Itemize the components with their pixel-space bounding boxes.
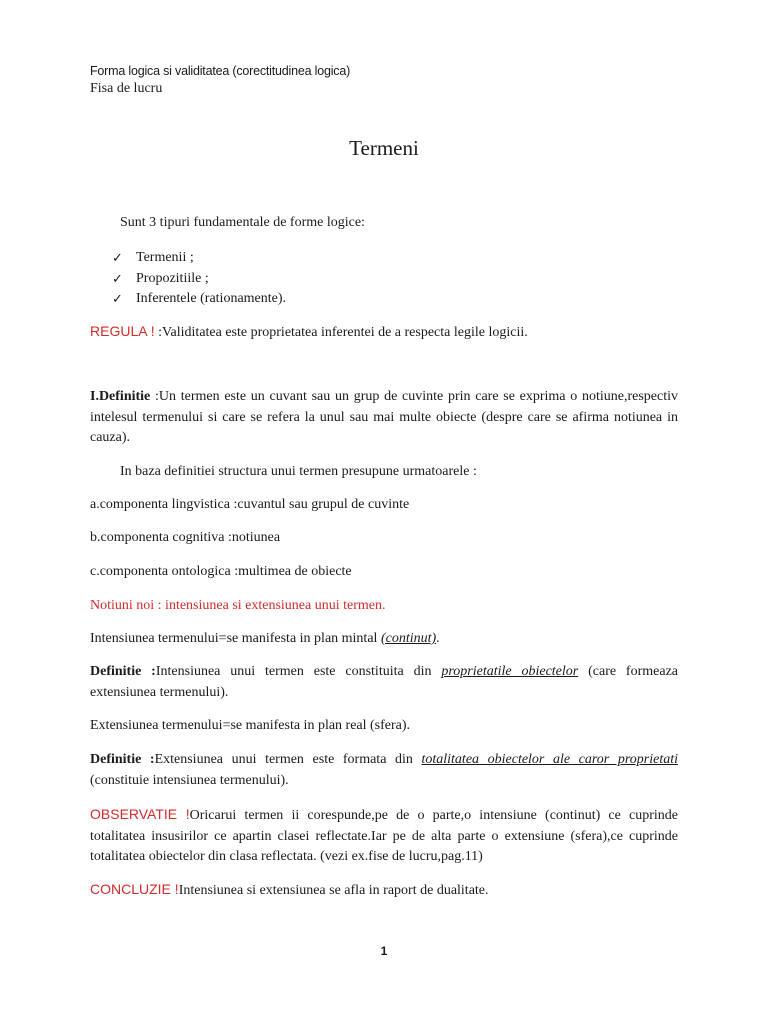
checkmark-icon: ✓ — [112, 270, 123, 286]
concluzie-text: Intensiunea si extensiunea se afla in raport de dualitate. — [178, 883, 489, 898]
regula-label: REGULA ! — [90, 323, 155, 339]
definitie-label: Definitie : — [90, 664, 156, 679]
definitie-intensiune-emphasis: proprietatile obiectelor — [441, 664, 579, 679]
concluzie-label: CONCLUZIE ! — [90, 881, 179, 897]
document-header-subject: Forma logica si validitatea (corectitudinea logica) — [90, 64, 351, 78]
componenta-cognitiva: b.componenta cognitiva :notiunea — [90, 530, 281, 545]
definitie-extensiune-emphasis: totalitatea obiectelor ale caror proprietati — [421, 752, 678, 767]
intensiune-paragraph — [90, 629, 678, 650]
concluzie-paragraph — [90, 879, 678, 902]
definitie-intensiune-end: (care formeaza extensiunea termenului). — [90, 664, 679, 700]
list-item — [112, 289, 286, 310]
list-item-label: Inferentele (rationamente). — [136, 291, 287, 306]
page-title: Termeni — [349, 136, 419, 160]
structura-paragraph: In baza definitiei structura unui termen presupune urmatoarele : — [120, 464, 477, 479]
list-item-label: Propozitiile ; — [136, 270, 209, 286]
intensiune-emphasis: (continut) — [380, 631, 437, 646]
componenta-ontologica: c.componenta ontologica :multimea de obiecte — [90, 564, 352, 579]
checkmark-icon: ✓ — [112, 291, 123, 306]
notiuni-noi-paragraph: Notiuni noi : intensiunea si extensiunea unui termen. — [90, 598, 386, 613]
definitie-extensiune-paragraph — [90, 750, 678, 791]
list-item — [112, 248, 286, 269]
extensiune-paragraph: Extensiunea termenului=se manifesta in plan real (sfera). — [90, 718, 411, 733]
regula-paragraph — [90, 321, 678, 344]
observatie-text: Oricarui termen ii corespunde,pe de o parte,o intensiune (continut) ce cuprinde totalitatea insusirilor ce apartin clasei reflectate.Iar pe de alta parte o extensiune (sfera),ce cuprinde totalitatea obiectelor din clasa reflectata. (vezi ex.fise de lucru,pag.11) — [90, 808, 679, 864]
definitie-text: :Un termen este un cuvant sau un grup de cuvinte prin care se exprima o notiune,respectiv intelesul termenului si care se refera la unul sau mai multe obiecte (despre care se afirma notiunea in cauza). — [90, 389, 678, 445]
checkmark-icon: ✓ — [112, 250, 123, 265]
intro-paragraph: Sunt 3 tipuri fundamentale de forme logice: — [120, 215, 365, 230]
definitie-termen-paragraph — [90, 387, 678, 449]
observatie-paragraph — [90, 804, 678, 868]
intensiune-end: . — [436, 631, 440, 646]
definitie-intensiune-text: Intensiunea unui termen este constituita din — [155, 664, 442, 679]
componenta-lingvistica: a.componenta lingvistica :cuvantul sau grupul de cuvinte — [90, 497, 410, 512]
page-number: 1 — [380, 944, 388, 958]
definitie-extensiune-end: (constituie intensiunea termenului). — [90, 772, 289, 788]
regula-text: :Validitatea este proprietatea inferentei de a respecta legile logicii. — [154, 325, 528, 340]
definitie-label: I.Definitie — [90, 389, 151, 404]
intensiune-text: Intensiunea termenului=se manifesta in plan mintal — [90, 631, 381, 646]
list-item-label: Termenii ; — [136, 250, 194, 265]
observatie-label: OBSERVATIE ! — [90, 806, 190, 822]
document-header-worksheet: Fisa de lucru — [90, 81, 163, 96]
definitie-extensiune-text: Extensiunea unui termen este formata din — [154, 752, 422, 767]
definitie-intensiune-paragraph — [90, 662, 678, 703]
list-item — [112, 269, 286, 290]
definitie-label: Definitie : — [90, 752, 155, 767]
forme-logice-list — [112, 248, 286, 310]
